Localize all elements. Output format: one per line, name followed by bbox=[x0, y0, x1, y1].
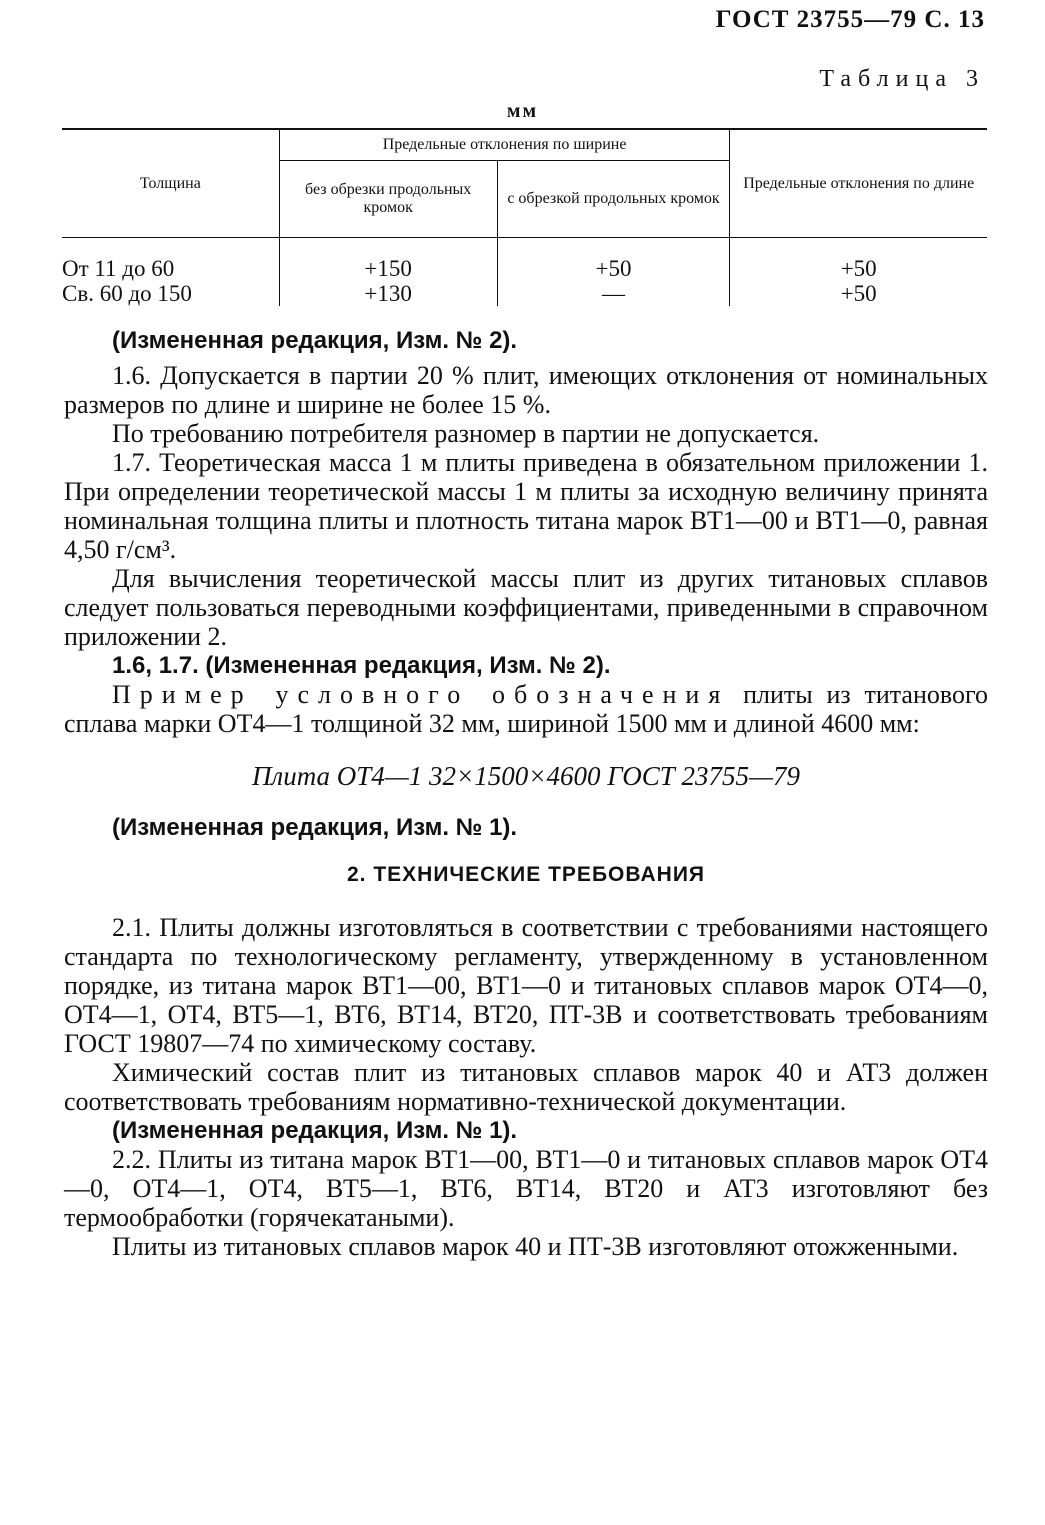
paragraph-1-7: 1.7. Теоретическая масса 1 м плиты приведена в обязательном приложении 1. При определении теоретической массы 1 м плиты за исходную величину принята номинальная толщина плиты и плотность титана марок ВТ1—00 и ВТ1—0, равная 4,50 г/см³. bbox=[64, 448, 988, 564]
table-unit: мм bbox=[506, 100, 539, 122]
paragraph-2-1-note: Химический состав плит из титановых сплавов марок 40 и АТ3 должен соответствовать требованиям нормативно-технической документации. bbox=[64, 1058, 988, 1116]
table-caption: Таблица 3 bbox=[819, 66, 985, 92]
header-length-deviation: Предельные отклонения по длине bbox=[730, 129, 987, 238]
paragraph-2-1: 2.1. Плиты должны изготовляться в соответствии с требованиями настоящего стандарта по технологическому регламенту, утвержденному в установленном порядке, из титана марок ВТ1—00, ВТ1—0 и титановых сплавов марок ОТ4—0, ОТ4—1, ОТ4, ВТ5—1, ВТ6, ВТ14, ВТ20, ПТ-3В и соответствовать требованиям ГОСТ 19807—74 по химическому составу. bbox=[64, 913, 988, 1058]
cell-length: +50 bbox=[730, 238, 987, 282]
header-width-deviation: Предельные отклонения по ширине bbox=[279, 129, 730, 161]
paragraph-2-2-note: Плиты из титановых сплавов марок 40 и ПТ-3В изготовляют отожженными. bbox=[112, 1232, 959, 1261]
paragraph-1-7-note: Для вычисления теоретической массы плит из других титановых сплавов следует пользоваться переводными коэффициентами, приведенными в справочном приложении 2. bbox=[64, 564, 988, 651]
header-with-trim: с обрезкой продольных кромок bbox=[497, 161, 730, 238]
example-description: плиты из титанового сплава марки ОТ4—1 толщиной 32 мм, шириной 1500 мм и длиной 4600 мм: bbox=[64, 680, 988, 738]
cell-without-trim: +130 bbox=[279, 281, 497, 306]
tolerance-table bbox=[62, 128, 987, 306]
example-paragraph bbox=[64, 680, 988, 738]
cell-thickness: От 11 до 60 bbox=[62, 256, 175, 281]
paragraph-1-6-note: По требованию потребителя разномер в партии не допускается. bbox=[112, 419, 820, 448]
amendment-note: (Измененная редакция, Изм. № 2). bbox=[112, 327, 518, 354]
cell-with-trim: +50 bbox=[497, 238, 730, 282]
paragraph-2-2: 2.2. Плиты из титана марок ВТ1—00, ВТ1—0 и титановых сплавов марок ОТ4—0, ОТ4—1, ОТ4, ВТ5—1, ВТ6, ВТ14, ВТ20 и АТ3 изготовляют без термообработки (горячекатаными). bbox=[64, 1145, 988, 1232]
table-row bbox=[62, 238, 987, 282]
table-row bbox=[62, 281, 987, 306]
cell-without-trim: +150 bbox=[279, 238, 497, 282]
document-body bbox=[64, 326, 988, 1261]
amendment-note: (Измененная редакция, Изм. № 1). bbox=[112, 1117, 518, 1144]
cell-length: +50 bbox=[730, 281, 987, 306]
paragraph-1-6: 1.6. Допускается в партии 20 % плит, имеющих отклонения от номинальных размеров по длине и ширине не более 15 %. bbox=[64, 361, 988, 419]
cell-thickness: Св. 60 до 150 bbox=[62, 281, 192, 306]
page-header: ГОСТ 23755—79 С. 13 bbox=[715, 6, 985, 33]
amendment-note: 1.6, 1.7. (Измененная редакция, Изм. № 2). bbox=[112, 652, 611, 679]
example-label: Пример условного обозначения bbox=[112, 680, 730, 709]
header-thickness: Толщина bbox=[62, 129, 279, 238]
header-without-trim: без обрезки продольных кромок bbox=[279, 161, 497, 238]
cell-with-trim: — bbox=[497, 281, 730, 306]
section-heading: 2. ТЕХНИЧЕСКИЕ ТРЕБОВАНИЯ bbox=[346, 863, 706, 886]
example-designation: Плита ОТ4—1 32×1500×4600 ГОСТ 23755—79 bbox=[251, 761, 801, 791]
amendment-note: (Измененная редакция, Изм. № 1). bbox=[112, 814, 518, 841]
